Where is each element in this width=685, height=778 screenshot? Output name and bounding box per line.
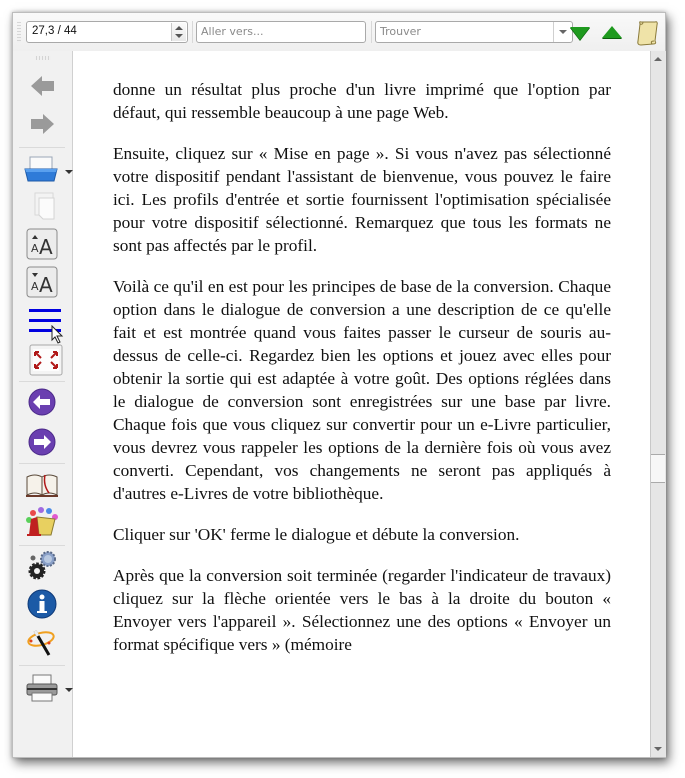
book-text: [113, 78, 611, 674]
sidebar-separator: [19, 463, 65, 464]
spin-down-icon[interactable]: [175, 34, 183, 38]
mouse-cursor-icon: [51, 325, 65, 345]
paragraph: Voilà ce qu'il en est pour les principes de base de la conversion. Chaque option dans le dialogue de conversion a une description de ce qu'elle fait et est montrée quand vous faites passer le curseur de souris au-dessus de celle-ci. Regardez bien les options et jouez avec elles pour obtenir la sortie qui est adaptée à votre goût. Des options réglées dans le dialogue de conversion sont enregistrées sur une base par livre. Chaque fois que vous cliquez sur convertir pour un e-Livre particulier, vous devrez vous rappeler les options de la dernière fois où vous avez converti. Cependant, vos changements ne seront pas appliqués à d'autres e-Livres de votre bibliothèque.: [113, 277, 611, 503]
bookmarks-button[interactable]: [21, 467, 63, 501]
sidebar-grip[interactable]: [35, 56, 51, 60]
spin-up-icon[interactable]: [175, 26, 183, 30]
paragraph: Après que la conversion soit terminée (regarder l'indicateur de travaux) cliquez sur la flèche orientée vers le bas à la droite du bouton « Envoyer vers l'appareil ». Sélectionnez une des options « Envoyer un format spécifique vers » (mémoire: [113, 566, 611, 654]
sidebar-separator: [19, 545, 65, 546]
spin-buttons: [171, 23, 186, 41]
svg-text:A: A: [31, 242, 39, 255]
scroll-down-arrow-icon[interactable]: [654, 747, 662, 751]
back-button[interactable]: [21, 69, 63, 103]
book-content-view[interactable]: [73, 51, 650, 757]
sidebar-separator: [19, 381, 65, 382]
left-toolbar: [13, 51, 73, 757]
fullscreen-icon: [21, 343, 63, 377]
arrow-left-icon: [21, 69, 63, 103]
find-previous-icon[interactable]: [602, 26, 622, 38]
info-icon: [21, 587, 63, 621]
font-size-smaller-icon: [21, 265, 63, 299]
find-input[interactable]: Trouver: [380, 25, 421, 38]
copy-icon: [21, 189, 63, 223]
scroll-up-arrow-icon[interactable]: [654, 57, 662, 61]
open-folder-icon: [21, 151, 63, 185]
toolbar-separator: [371, 21, 372, 43]
printer-icon: [21, 671, 63, 705]
open-button[interactable]: [21, 151, 63, 185]
forward-button[interactable]: [21, 107, 63, 141]
paragraph: donne un résultat plus proche d'un livre imprimé que l'option par défaut, qui ressemble beaucoup à une page Web.: [113, 80, 611, 122]
toolbar-grip[interactable]: [17, 21, 21, 43]
toc-button[interactable]: [21, 305, 63, 339]
font-smaller-button[interactable]: [21, 265, 63, 299]
gears-icon: [21, 549, 63, 583]
next-page-icon: [21, 425, 63, 459]
open-dropdown-arrow-icon[interactable]: [65, 170, 73, 174]
magic-wand-icon: [21, 625, 63, 659]
arrow-right-icon: [21, 107, 63, 141]
preferences-button[interactable]: [21, 549, 63, 583]
print-button[interactable]: [21, 671, 63, 705]
previous-page-button[interactable]: [21, 385, 63, 419]
sidebar-separator: [19, 665, 65, 666]
previous-page-icon: [21, 385, 63, 419]
svg-text:A: A: [39, 235, 53, 259]
font-larger-button[interactable]: [21, 227, 63, 261]
goto-input[interactable]: Aller vers...: [196, 21, 366, 43]
reference-mode-button[interactable]: [21, 625, 63, 659]
book-icon: [21, 467, 63, 501]
paint-bucket-icon: [21, 505, 63, 539]
paragraph: Cliquer sur 'OK' ferme le dialogue et débute la conversion.: [113, 525, 520, 544]
top-toolbar: [13, 13, 665, 52]
paragraph: Ensuite, cliquez sur « Mise en page ». Si vous n'avez pas sélectionné votre dispositif pendant l'assistant de bienvenue, vous pouvez le faire ici. Les profils d'entrée et sortie fournissent l'optimisation spécialisée pour votre dispositif sélectionné. Remarquez que tous les formats ne sont pas affectés par le profil.: [113, 144, 611, 255]
toolbar-separator: [192, 21, 193, 43]
font-size-larger-icon: [21, 227, 63, 261]
find-combobox[interactable]: [375, 21, 573, 43]
find-next-icon[interactable]: [570, 27, 590, 40]
copy-button[interactable]: [21, 189, 63, 223]
position-value[interactable]: 27,3 / 44: [32, 25, 77, 37]
next-page-button[interactable]: [21, 425, 63, 459]
position-spinbox[interactable]: [26, 21, 188, 43]
scrollbar-thumb[interactable]: [651, 454, 665, 483]
table-of-contents-scroll-icon[interactable]: [634, 19, 660, 47]
vertical-scrollbar[interactable]: [650, 51, 666, 757]
print-dropdown-arrow-icon[interactable]: [65, 688, 73, 692]
sidebar-separator: [19, 147, 65, 148]
svg-text:A: A: [39, 273, 53, 297]
metadata-button[interactable]: [21, 587, 63, 621]
ebook-viewer-window: [12, 12, 666, 758]
themes-button[interactable]: [21, 505, 63, 539]
svg-text:A: A: [31, 280, 39, 293]
fullscreen-button[interactable]: [21, 343, 63, 377]
